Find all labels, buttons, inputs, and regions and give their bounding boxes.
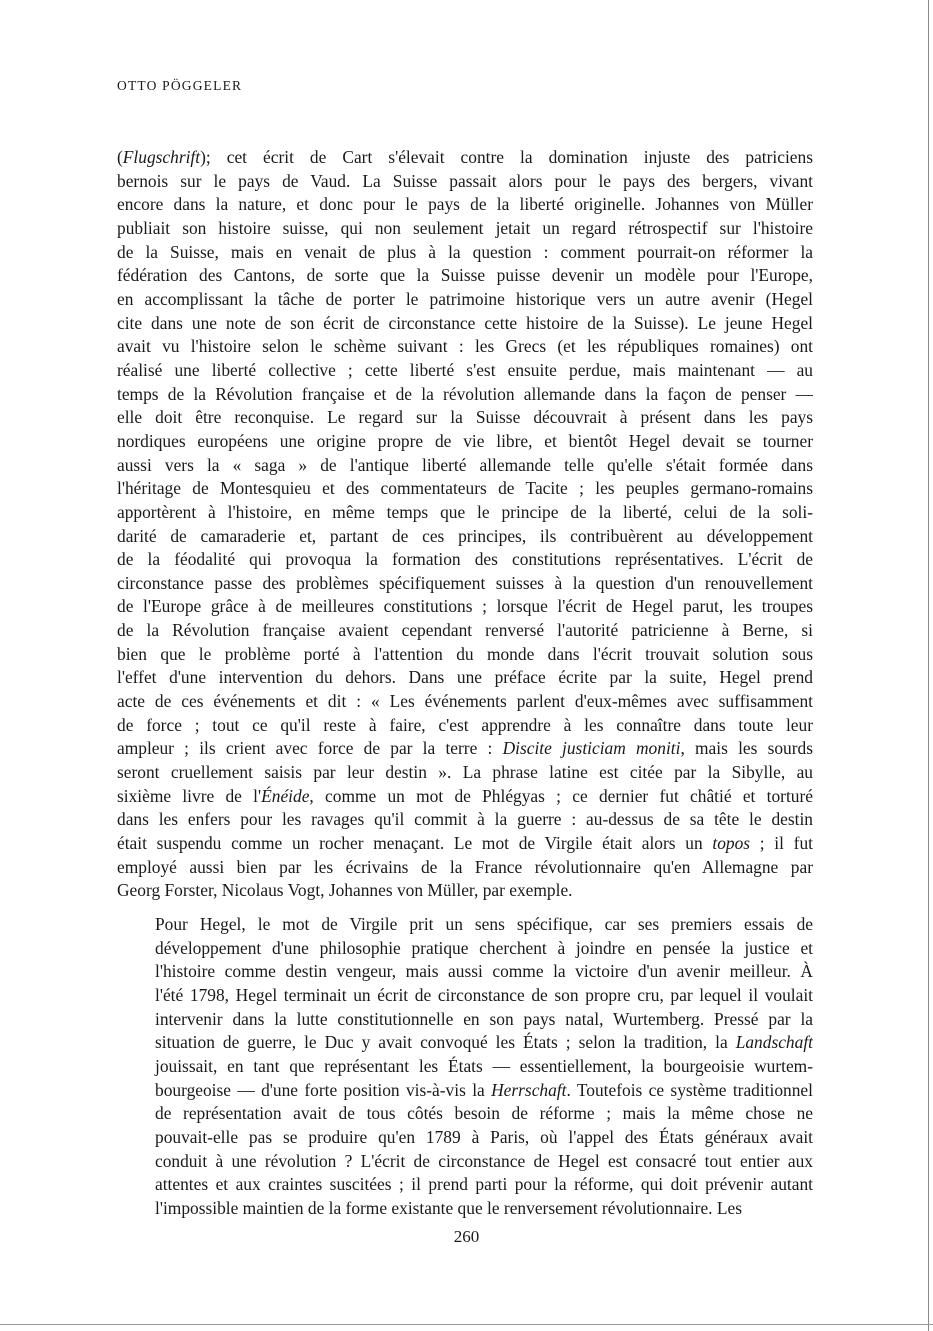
text-line: de la Révolution française avaient cependant renversé l'autorité patricienne à Berne, si — [117, 620, 813, 641]
text-line: Georg Forster, Nicolaus Vogt, Johannes von Müller, par exemple. — [117, 880, 573, 901]
text-line: de la Suisse, mais en venait de plus à la question : comment pourrait-on réformer la — [117, 241, 813, 262]
text-line: circonstance passe des problèmes spécifiquement suisses à la question d'un renouvellement — [117, 572, 813, 593]
text-line: l'effet d'une intervention du dehors. Dans une préface écrite par la suite, Hegel prend — [117, 667, 813, 688]
text-line: développement d'une philosophie pratique cherchent à joindre en pensée la justice et — [155, 937, 813, 958]
text-line: apportèrent à l'histoire, en même temps que le principe de la liberté, celui de la soli- — [117, 501, 813, 522]
text-line: darité de camaraderie et, partant de ces principes, ils contribuèrent au développement — [117, 525, 813, 546]
page-number: 260 — [453, 1227, 480, 1246]
text-line: l'héritage de Montesquieu et des commentateurs de Tacite ; les peuples germano-romains — [117, 478, 813, 499]
text-line: dans les enfers pour les ravages qu'il commit à la guerre : au-dessus de sa tête le destin — [117, 809, 813, 830]
text-line: en accomplissant la tâche de porter le patrimoine historique vers un autre avenir (Hegel — [117, 288, 813, 309]
running-head: OTTO PÖGGELER — [117, 78, 243, 93]
text-line: cite dans une note de son écrit de circonstance cette histoire de la Suisse). Le jeune Hegel — [117, 312, 813, 333]
text-line: seront cruellement saisis par leur destin ». La phrase latine est citée par la Sibylle, au — [117, 762, 813, 783]
text-line: publiait son histoire suisse, qui non seulement jetait un regard rétrospectif sur l'histoire — [117, 217, 813, 238]
text-line: pouvait-elle pas se produire qu'en 1789 à Paris, où l'appel des États généraux avait — [155, 1126, 813, 1147]
page-edge-right — [928, 0, 929, 1331]
text-line: Pour Hegel, le mot de Virgile prit un sens spécifique, car ses premiers essais de — [155, 914, 813, 934]
paragraph-2 — [117, 913, 813, 1221]
text-line: conduit à une révolution ? L'écrit de circonstance de Hegel est consacré tout entier aux — [155, 1150, 813, 1171]
text-line: nordiques européens une origine propre de vie libre, et bientôt Hegel devait se tourner — [117, 430, 813, 451]
text-line: (Flugschrift); cet écrit de Cart s'élevait contre la domination injuste des patriciens — [117, 147, 813, 167]
text-line: encore dans la nature, et donc pour le pays de la liberté originelle. Johannes von Müller — [117, 194, 813, 215]
text-line: l'histoire comme destin vengeur, mais aussi comme la victoire d'un avenir meilleur. À — [155, 961, 813, 982]
page-edge-bottom — [0, 1324, 933, 1325]
text-line: bernois sur le pays de Vaud. La Suisse passait alors pour le pays des bergers, vivant — [117, 170, 813, 191]
text-line: fédération des Cantons, de sorte que la Suisse puisse devenir un modèle pour l'Europe, — [117, 265, 813, 286]
text-line: situation de guerre, le Duc y avait convoqué les États ; selon la tradition, la Landschaft — [155, 1032, 813, 1053]
text-line: aussi vers la « saga » de l'antique liberté allemande telle qu'elle s'était formée dans — [117, 454, 813, 475]
paragraph-1 — [117, 146, 813, 903]
text-line: employé aussi bien par les écrivains de la France révolutionnaire qu'en Allemagne par — [117, 856, 813, 877]
text-line: acte de ces événements et dit : « Les événements parlent d'eux-mêmes avec suffisamment — [117, 691, 813, 712]
text-line: intervenir dans la lutte constitutionnelle en son pays natal, Wurtemberg. Pressé par la — [155, 1008, 813, 1029]
text-line: de force ; tout ce qu'il reste à faire, c'est apprendre à les connaître dans toute leur — [117, 714, 813, 735]
text-line: de représentation avait de tous côtés besoin de réforme ; mais la même chose ne — [155, 1103, 813, 1124]
text-line: l'impossible maintien de la forme existante que le renversement révolutionnaire. Les — [155, 1197, 742, 1218]
text-line: avait vu l'histoire selon le schème suivant : les Grecs (et les républiques romaines) ont — [117, 336, 813, 357]
text-line: temps de la Révolution française et de la révolution allemande dans la façon de penser — — [117, 383, 813, 404]
text-line: de la féodalité qui provoqua la formation des constitutions représentatives. L'écrit de — [117, 549, 813, 570]
text-line: ampleur ; ils crient avec force de par la terre : Discite justiciam moniti, mais les sourds — [117, 738, 813, 759]
text-line: était suspendu comme un rocher menaçant. Le mot de Virgile était alors un topos ; il fut — [117, 833, 813, 854]
text-line: sixième livre de l'Énéide, comme un mot de Phlégyas ; ce dernier fut châtié et torturé — [117, 785, 813, 806]
text-line: de l'Europe grâce à de meilleures constitutions ; lorsque l'écrit de Hegel parut, les troupes — [117, 596, 813, 617]
text-line: elle doit être reconquise. Le regard sur la Suisse découvrait à présent dans les pays — [117, 407, 813, 428]
text-line: bourgeoise — d'une forte position vis-à-vis la Herrschaft. Toutefois ce système traditionnel — [155, 1079, 813, 1100]
text-line: l'été 1798, Hegel terminait un écrit de circonstance de son propre cru, par lequel il voulait — [155, 984, 813, 1005]
text-line: jouissait, en tant que représentant les États — essentiellement, la bourgeoisie wurtem- — [155, 1055, 813, 1076]
text-line: attentes et aux craintes suscitées ; il prend parti pour la réforme, qui doit prévenir autant — [155, 1174, 813, 1195]
text-line: réalisé une liberté collective ; cette liberté s'est ensuite perdue, mais maintenant — au — [117, 359, 813, 380]
body-text — [117, 146, 813, 1221]
text-line: bien que le problème porté à l'attention du monde dans l'écrit trouvait solution sous — [117, 643, 813, 664]
